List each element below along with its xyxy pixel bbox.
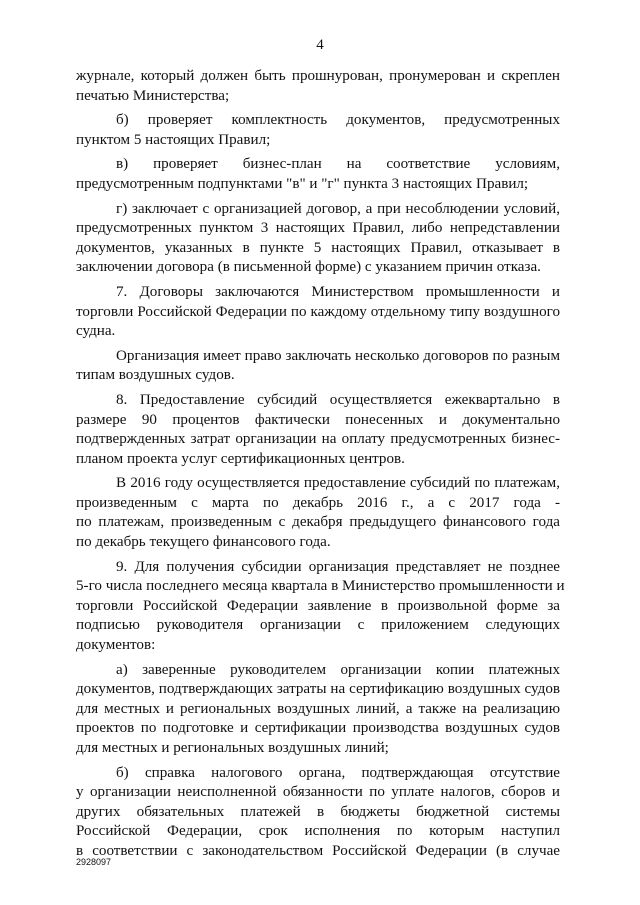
paragraph-line: размере 90 процентов фактически понесенных и документально [76, 411, 560, 428]
paragraph [76, 347, 560, 386]
paragraph-line: проектов по подготовке и сертификации производства воздушных судов [76, 720, 560, 737]
paragraph-line: б) проверяет комплектность документов, предусмотренных [116, 112, 560, 129]
paragraph [76, 764, 560, 862]
paragraph-line: пунктом 5 настоящих Правил; [76, 131, 271, 148]
paragraph-line: 9. Для получения субсидии организация представляет не позднее [116, 558, 560, 575]
paragraph-line: заключении договора (в письменной форме) с указанием причин отказа. [76, 259, 541, 276]
paragraph-line: в) проверяет бизнес-план на соответствие условиям, [116, 156, 560, 173]
paragraph-line: по декабрь текущего финансового года. [76, 534, 331, 551]
paragraph-line: по платежам, произведенным с декабря предыдущего финансового года [76, 514, 560, 531]
paragraph-line: подписью руководителя организации с приложением следующих [76, 617, 560, 634]
paragraph-line: торговли Российской Федерации заявление в произвольной форме за [76, 597, 560, 614]
paragraph-line: Российской Федерации, срок исполнения по которым наступил [76, 823, 560, 840]
document-code: 2928097 [76, 857, 112, 867]
paragraph-line: г) заключает с организацией договор, а при несоблюдении условий, [116, 200, 560, 217]
paragraph-line: документов, указанных в пункте 5 настоящих Правил, отказывает в [76, 239, 560, 256]
paragraph-line: планом проекта услуг сертификационных центров. [76, 450, 405, 467]
paragraph-line: 8. Предоставление субсидий осуществляется ежеквартально в [116, 391, 560, 408]
paragraph-line: 7. Договоры заключаются Министерством промышленности и [116, 283, 560, 300]
document-body [76, 67, 565, 867]
paragraph-line: печатью Министерства; [76, 87, 230, 104]
paragraph-line: 5-го числа последнего месяца квартала в Министерство промышленности и [76, 578, 565, 595]
paragraph-line: документов: [76, 637, 156, 654]
paragraph-line: судна. [76, 323, 116, 340]
paragraph-line: у организации неисполненной обязанности по уплате налогов, сборов и [76, 784, 560, 801]
paragraph-line: произведенным с марта по декабрь 2016 г., а с 2017 года - [76, 494, 560, 511]
page-number: 4 [316, 37, 324, 53]
paragraph-line: предусмотренных пунктом 3 настоящих Правил, либо непредставлении [76, 220, 560, 237]
paragraph [76, 155, 560, 194]
paragraph-line: для местных и региональных воздушных линий; [76, 740, 389, 756]
paragraph-line: для местных и региональных воздушных линий, а также на реализацию [76, 700, 560, 717]
paragraph [76, 661, 560, 759]
paragraph-line: предусмотренным подпунктами "в" и "г" пункта 3 настоящих Правил; [76, 175, 529, 192]
paragraph-line: В 2016 году осуществляется предоставление субсидий по платежам, [116, 475, 560, 492]
paragraph [76, 283, 560, 342]
paragraph [76, 67, 560, 106]
paragraph-line: а) заверенные руководителем организации копии платежных [116, 661, 560, 678]
paragraph-line: подтвержденных затрат организации на оплату предусмотренных бизнес- [76, 431, 560, 448]
paragraph-line: других обязательных платежей в бюджеты бюджетной системы [76, 803, 560, 820]
paragraph-line: б) справка налогового органа, подтверждающая отсутствие [116, 764, 560, 781]
paragraph [76, 558, 565, 656]
paragraph-line: Организация имеет право заключать несколько договоров по разным [116, 347, 560, 364]
paragraph [76, 200, 560, 278]
paragraph [76, 474, 560, 552]
paragraph-line: документов, подтверждающих затраты на сертификацию воздушных судов [76, 681, 560, 698]
paragraph-line: журнале, который должен быть прошнурован, пронумерован и скреплен [76, 68, 560, 84]
paragraph-line: типам воздушных судов. [76, 367, 235, 384]
paragraph [76, 391, 560, 469]
paragraph-line: в соответствии с законодательством Российской Федерации (в случае [76, 842, 560, 859]
paragraph-line: торговли Российской Федерации по каждому отдельному типу воздушного [76, 303, 560, 320]
paragraph [76, 111, 560, 150]
